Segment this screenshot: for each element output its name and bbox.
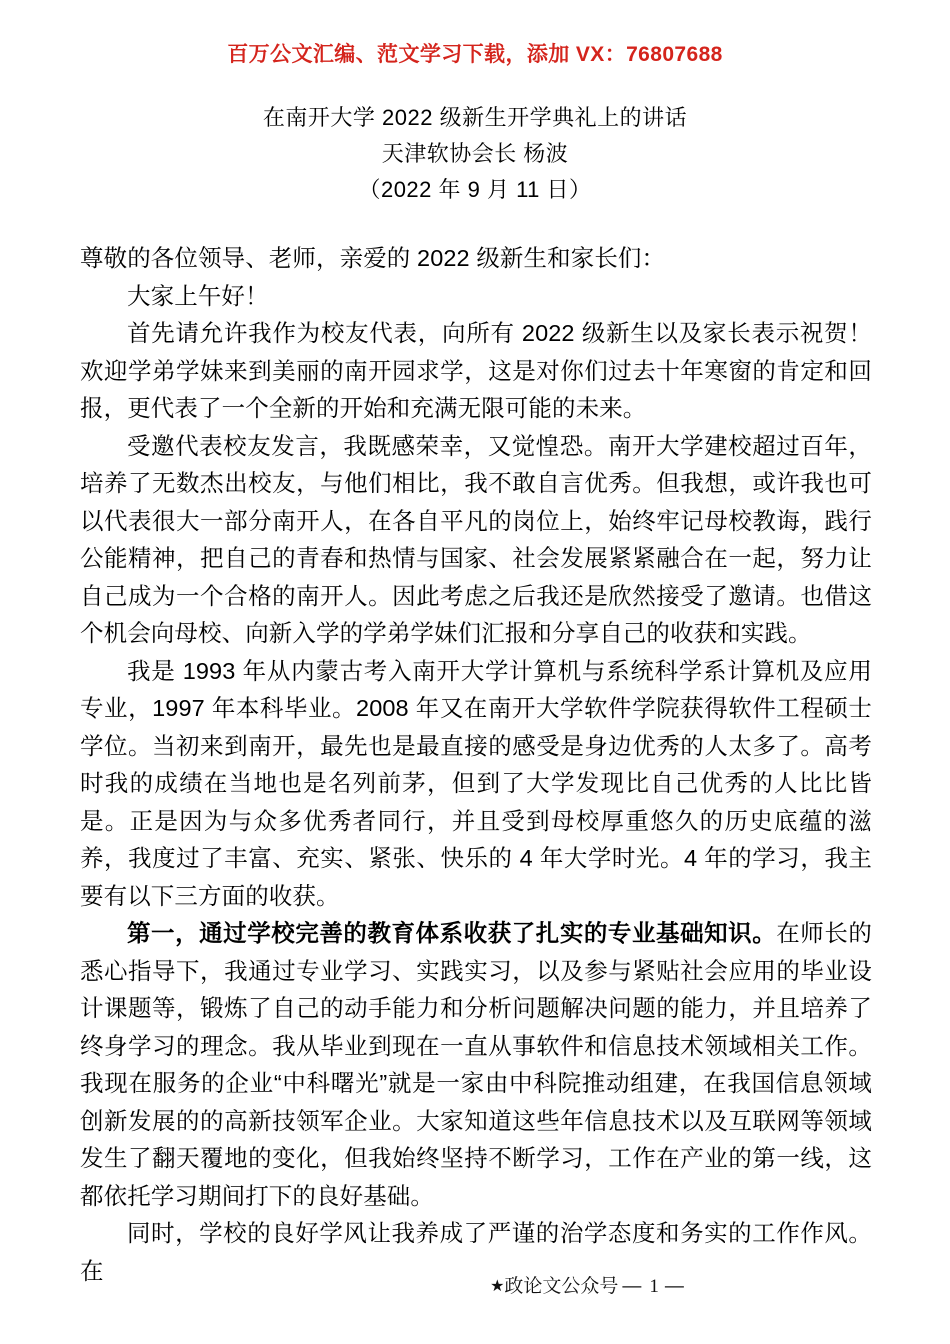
paragraph-greeting: 大家上午好！ xyxy=(127,282,269,309)
paragraph-point-one xyxy=(80,915,872,1215)
page-number: 1 xyxy=(649,1276,659,1297)
footer-dash-right: — xyxy=(664,1276,686,1297)
paragraph-point-one-continued: 同时，学校的良好学风让我养成了严谨的治学态度和务实的工作作风。在 xyxy=(80,1220,872,1284)
document-title: 在南开大学 2022 级新生开学典礼上的讲话 xyxy=(262,105,688,130)
paragraph-honored-invitation: 受邀代表校友发言，我既感荣幸，又觉惶恐。南开大学建校超过百年，培养了无数杰出校友，与他们相比，我不敢自言优秀。但我想，或许我也可以代表很大一部分南开人，在各自平凡的岗位上，始终牢记母校教诲，践行公能精神，把自己的青春和热情与国家、社会发展紧紧融合在一起，努力让自己成为一个合格的南开人。因此考虑之后我还是欣然接受了邀请。也借这个机会向母校、向新入学的学弟学妹们汇报和分享自己的收获和实践。 xyxy=(80,432,872,646)
point-one-body: 在师长的悉心指导下，我通过专业学习、实践实习，以及参与紧贴社会应用的毕业设计课题等，锻炼了自己的动手能力和分析问题解决问题的能力，并且培养了终身学习的理念。我从毕业到现在一直从事软件和信息技术领域相关工作。我现在服务的企业“中科曙光”就是一家由中科院推动组建，在我国信息领域创新发展的的高新技领军企业。大家知道这些年信息技术以及互联网等领域发生了翻天覆地的变化，但我始终坚持不断学习，工作在产业的第一线，这都依托学习期间打下的良好基础。 xyxy=(80,920,873,1209)
document-byline: 天津软协会长 杨波 xyxy=(381,141,569,166)
paragraph-congratulations: 首先请允许我作为校友代表，向所有 2022 级新生以及家长表示祝贺！欢迎学弟学妹来到美丽的南开园求学，这是对你们过去十年寒窗的肯定和回报，更代表了一个全新的开始和充满无限可能的未来。 xyxy=(80,320,872,421)
paragraph-salutation: 尊敬的各位领导、老师，亲爱的 2022 级新生和家长们： xyxy=(80,245,666,271)
title-block xyxy=(0,100,950,208)
footer-label: 政论文公众号 xyxy=(504,1276,619,1297)
footer-dash-left: — xyxy=(622,1276,644,1297)
page-footer xyxy=(0,1274,950,1300)
promo-watermark-header: 百万公文汇编、范文学习下载，添加 VX：76807688 xyxy=(227,43,723,66)
document-body xyxy=(80,240,872,1290)
document-date: （2022 年 9 月 11 日） xyxy=(358,177,592,202)
point-one-bold-lead: 第一，通过学校完善的教育体系收获了扎实的专业基础知识。 xyxy=(127,920,777,946)
star-icon: ★ xyxy=(490,1278,505,1295)
paragraph-personal-background: 我是 1993 年从内蒙古考入南开大学计算机与系统科学系计算机及应用专业，1997 年本科毕业。2008 年又在南开大学软件学院获得软件工程硕士学位。当初来到南开，最先也是最直接的感受是身边优秀的人太多了。高考时我的成绩在当地也是名列前茅，但到了大学发现比自己优秀的人比比皆是。正是因为与众多优秀者同行，并且受到母校厚重悠久的历史底蕴的滋养，我度过了丰富、充实、紧张、快乐的 4 年大学时光。4 年的学习，我主要有以下三方面的收获。 xyxy=(80,657,872,909)
